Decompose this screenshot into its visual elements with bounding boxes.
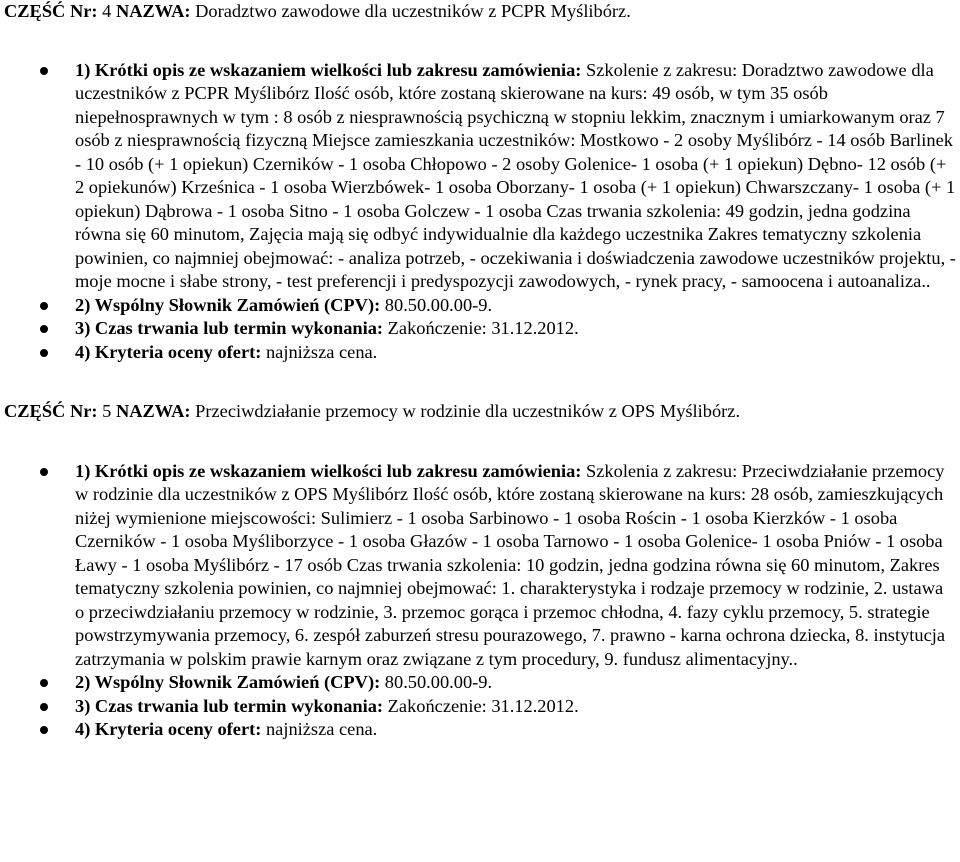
item-text: najniższa cena.	[265, 719, 378, 739]
item-text: Zakończenie: 31.12.2012.	[387, 695, 579, 716]
part-number: 5	[102, 401, 112, 421]
item-text: 80.50.00.00-9.	[384, 294, 493, 315]
list-item	[4, 317, 956, 341]
item-label: 4) Kryteria oceny ofert:	[75, 341, 262, 362]
list-item	[4, 718, 956, 742]
list-item	[4, 671, 956, 695]
part-label: CZĘŚĆ	[4, 1, 66, 21]
bullet-icon	[40, 349, 48, 357]
bullet-icon	[40, 325, 48, 333]
bullet-icon	[40, 302, 48, 310]
item-text: najniższa cena.	[265, 341, 378, 362]
item-text: 80.50.00.00-9.	[384, 672, 493, 692]
item-text: Szkolenie z zakresu: Doradztwo zawodowe dla uczestników z PCPR Myślibórz Ilość osób, które zostaną skierowane na kurs: 49 osób, w tym 35 osób niepełnosprawnych w tym : 8 osób z niesprawnością psychiczną w stopniu lekkim, znacznym i umiarkowanym oraz 7 osób z niesprawnością fizyczną Miejsce zamieszkania uczestników: Mostkowo - 2 osoby Myślibórz - 14 osób Barlinek - 10 osób (+ 1 opiekun) Czerników - 1 osoba Chłopowo - 2 osoby Golenice- 1 osoba (+ 1 opiekun) Dębno- 12 osób (+ 2 opiekunów) Krześnica - 1 osoba Wierzbówek- 1 osoba Oborzany- 1 osoba (+ 1 opiekun) Chwarszczany- 1 osoba (+ 1 opiekun) Dąbrowa - 1 osoba Sitno - 1 osoba Golczew - 1 osoba Czas trwania szkolenia: 49 godzin, jedna godzina równa się 60 minutom, Zajęcia mają się odbyć indywidualnie dla każdego uczestnika Zakres tematyczny szkolenia powinien, co najmniej obejmować: - analiza potrzeb, - oczekiwania i doświadczenia zawodowe uczestników projektu, - moje mocne i słabe strony, - test preferencji i predyspozycji zawodowych, - rynek pracy, - samoocena i autoanaliza..	[75, 59, 956, 291]
bullet-icon	[40, 726, 48, 734]
item-label: 2) Wspólny Słownik Zamówień (CPV):	[75, 294, 381, 315]
list-item	[4, 460, 956, 672]
nr-label: Nr:	[69, 1, 98, 21]
part-name: Doradztwo zawodowe dla uczestników z PCPR Myślibórz.	[195, 1, 631, 21]
name-label: NAZWA:	[115, 1, 191, 21]
document-page	[4, 0, 956, 742]
bullet-icon	[40, 468, 48, 476]
item-label: 4) Kryteria oceny ofert:	[75, 719, 262, 739]
section-4-list	[4, 59, 956, 365]
section-5-list	[4, 460, 956, 742]
list-item	[4, 341, 956, 365]
name-label: NAZWA:	[115, 401, 191, 421]
bullet-icon	[40, 67, 48, 75]
section-heading-4	[4, 0, 956, 24]
part-name: Przeciwdziałanie przemocy w rodzinie dla uczestników z OPS Myślibórz.	[195, 401, 741, 421]
item-label: 1) Krótki opis ze wskazaniem wielkości lub zakresu zamówienia:	[75, 59, 582, 80]
item-label: 1) Krótki opis ze wskazaniem wielkości lub zakresu zamówienia:	[75, 460, 582, 481]
bullet-icon	[40, 679, 48, 687]
nr-label: Nr:	[69, 401, 98, 421]
item-label: 3) Czas trwania lub termin wykonania:	[75, 318, 384, 338]
item-label: 2) Wspólny Słownik Zamówień (CPV):	[75, 672, 381, 692]
item-text: Szkolenia z zakresu: Przeciwdziałanie przemocy w rodzinie dla uczestników z OPS Myślibórz Ilość osób, które zostaną skierowane na kurs: 28 osób, zamieszkujących niżej wymienione miejscowości: Sulimierz - 1 osoba Sarbinowo - 1 osoba Rościn - 1 osoba Kierzków - 1 osoba Czerników - 1 osoba Myśliborzyce - 1 osoba Głazów - 1 osoba Tarnowo - 1 osoba Golenice- 1 osoba Pniów - 1 osoba Ławy - 1 osoba Myślibórz - 17 osób Czas trwania szkolenia: 10 godzin, jedna godzina równa się 60 minutom, Zakres tematyczny szkolenia powinien, co najmniej obejmować: 1. charakterystyka i rodzaje przemocy w rodzinie, 2. ustawa o przeciwdziałaniu przemocy w rodzinie, 3. przemoc gorąca i przemoc chłodna, 4. fazy cyklu przemocy, 5. strategie powstrzymywania przemocy, 6. zespół zaburzeń stresu pourazowego, 7. prawno - karna ochrona dziecka, 8. instytucja zatrzymania w polskim prawie karnym oraz związane z tym procedury, 9. fundusz alimentacyjny..	[75, 460, 945, 669]
bullet-icon	[40, 703, 48, 711]
list-item	[4, 59, 956, 294]
item-label: 3) Czas trwania lub termin wykonania:	[75, 695, 384, 716]
part-number: 4	[102, 1, 112, 21]
list-item	[4, 294, 956, 318]
item-text: Zakończenie: 31.12.2012.	[387, 318, 579, 338]
section-heading-5	[4, 400, 956, 424]
part-label: CZĘŚĆ	[4, 401, 66, 421]
list-item	[4, 695, 956, 719]
